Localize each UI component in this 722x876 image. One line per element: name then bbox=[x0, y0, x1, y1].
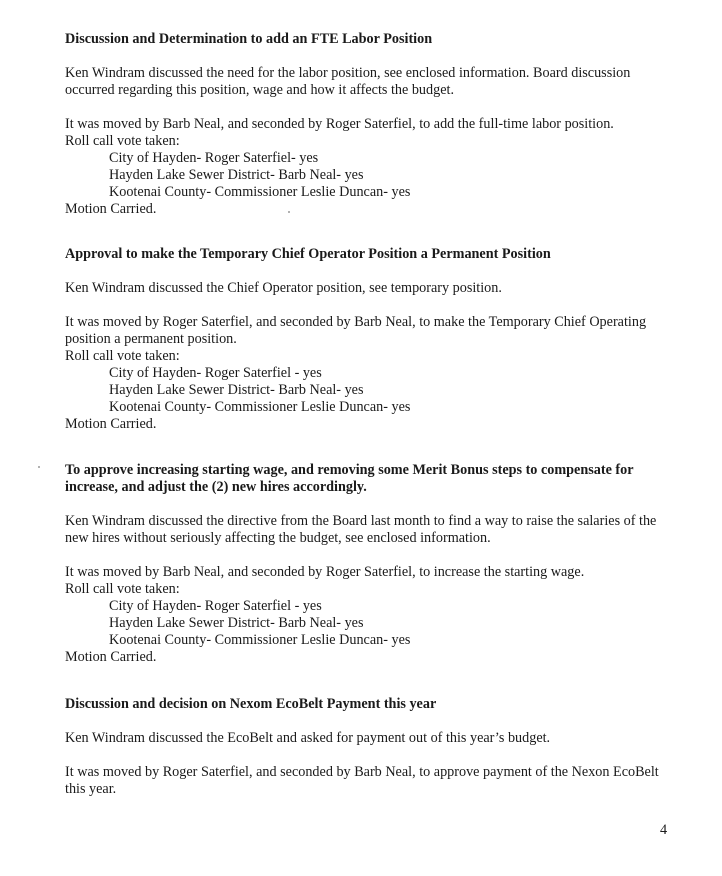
agenda-item-fte-labor bbox=[65, 31, 680, 218]
motion-paragraph: It was moved by Barb Neal, and seconded by Roger Saterfiel, to increase the starting wage. bbox=[65, 564, 585, 580]
section-heading: To approve increasing starting wage, and removing some Merit Bonus steps to compensate for increase, and adjust the (2) new hires accordingly. bbox=[65, 462, 634, 495]
motion-result: Motion Carried. bbox=[65, 416, 157, 432]
section-heading: Discussion and decision on Nexom EcoBelt Payment this year bbox=[65, 696, 437, 712]
section-heading: Discussion and Determination to add an FTE Labor Position bbox=[65, 31, 433, 47]
vote-line: City of Hayden- Roger Saterfiel - yes bbox=[109, 365, 322, 381]
discussion-paragraph: Ken Windram discussed the Chief Operator position, see temporary position. bbox=[65, 280, 502, 296]
agenda-item-starting-wage bbox=[65, 462, 680, 666]
scan-speck bbox=[38, 466, 40, 468]
vote-line: Hayden Lake Sewer District- Barb Neal- yes bbox=[109, 382, 364, 398]
vote-line: Hayden Lake Sewer District- Barb Neal- yes bbox=[109, 167, 364, 183]
discussion-paragraph: Ken Windram discussed the EcoBelt and asked for payment out of this year’s budget. bbox=[65, 730, 551, 746]
roll-call-label: Roll call vote taken: bbox=[65, 348, 180, 364]
vote-line: Kootenai County- Commissioner Leslie Duncan- yes bbox=[109, 632, 411, 648]
vote-line: City of Hayden- Roger Saterfiel - yes bbox=[109, 598, 322, 614]
vote-line: Kootenai County- Commissioner Leslie Duncan- yes bbox=[109, 399, 411, 415]
vote-line: Hayden Lake Sewer District- Barb Neal- yes bbox=[109, 615, 364, 631]
discussion-paragraph: Ken Windram discussed the directive from the Board last month to find a way to raise the salaries of the new hires without seriously affecting the budget, see enclosed information. bbox=[65, 513, 657, 546]
agenda-item-chief-operator bbox=[65, 246, 680, 433]
vote-line: Kootenai County- Commissioner Leslie Duncan- yes bbox=[109, 184, 411, 200]
page-number: 4 bbox=[660, 822, 668, 838]
roll-call-label: Roll call vote taken: bbox=[65, 581, 180, 597]
motion-paragraph: It was moved by Barb Neal, and seconded by Roger Saterfiel, to add the full-time labor position. bbox=[65, 116, 614, 132]
roll-call-label: Roll call vote taken: bbox=[65, 133, 180, 149]
motion-result: Motion Carried. bbox=[65, 201, 157, 217]
agenda-item-ecobelt-payment bbox=[65, 696, 680, 798]
motion-paragraph: It was moved by Roger Saterfiel, and seconded by Barb Neal, to approve payment of the Nexon EcoBelt this year. bbox=[65, 764, 659, 797]
scan-speck bbox=[288, 211, 290, 213]
motion-result: Motion Carried. bbox=[65, 649, 157, 665]
motion-paragraph: It was moved by Roger Saterfiel, and seconded by Barb Neal, to make the Temporary Chief Operating position a permanent position. bbox=[65, 314, 647, 347]
section-heading: Approval to make the Temporary Chief Operator Position a Permanent Position bbox=[65, 246, 551, 262]
discussion-paragraph: Ken Windram discussed the need for the labor position, see enclosed information. Board discussion occurred regarding this position, wage and how it affects the budget. bbox=[65, 65, 631, 98]
vote-line: City of Hayden- Roger Saterfiel- yes bbox=[109, 150, 319, 166]
